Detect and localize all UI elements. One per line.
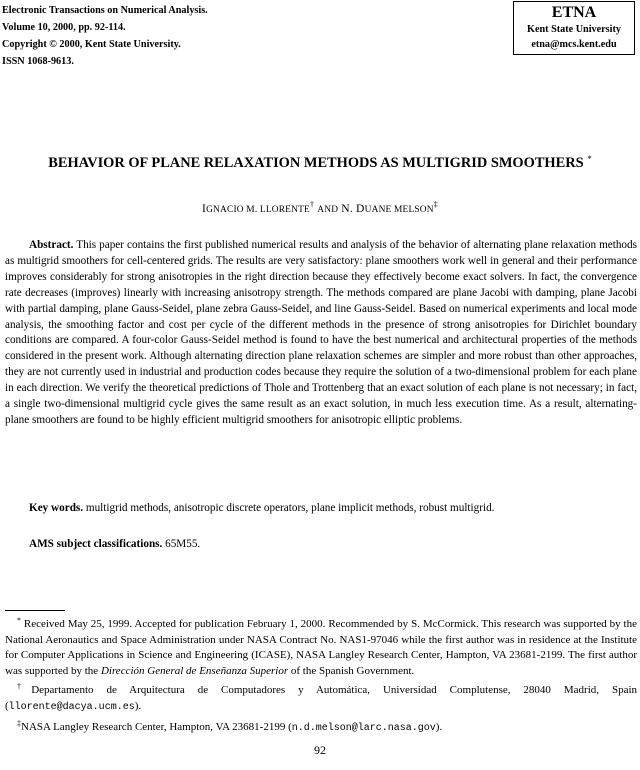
authors-and: AND — [317, 205, 339, 215]
journal-header — [2, 2, 208, 70]
title-footnote-mark: * — [587, 154, 592, 164]
footnote-dagger-email[interactable]: llorente@dacya.ucm.es — [8, 701, 135, 713]
footnote-star-text: Received May 25, 1999. Accepted for publication February 1, 2000. Recommended by S. McCormick. This research was supported by the National Aeronautics and Space Administration under NASA Contract No. NAS1-97046 while the first author was in residence at the Institute for Computer Applications in Science and Engineering (ICASE), NASA Langley Research Center, Hampton, VA 23681-2199. The first author was supported by the — [5, 618, 637, 677]
ams-label: AMS subject classifications. — [29, 538, 163, 550]
footnote-ddagger — [5, 716, 637, 737]
journal-name: Electronic Transactions on Numerical Analysis. — [2, 5, 208, 16]
etna-box — [513, 1, 635, 55]
journal-issn: ISSN 1068-9613. — [2, 56, 74, 67]
footnote-ddagger-close: ). — [435, 720, 443, 733]
etna-email: etna@mcs.kent.edu — [531, 39, 617, 50]
footnote-received — [5, 613, 637, 679]
paper-authors — [30, 200, 610, 215]
author1-mark: † — [309, 200, 315, 209]
footnote-star-italic: Dirección General de Enseñanza Superior — [100, 664, 289, 677]
author1-initial: I — [202, 202, 207, 215]
author2-initial: N. D — [341, 202, 365, 215]
keywords-text: multigrid methods, anisotropic discrete operators, plane implicit methods, robust multigrid. — [85, 502, 495, 514]
keywords — [29, 500, 637, 516]
footnote-ddagger-text: NASA Langley Research Center, Hampton, VA 23681-2199 ( — [21, 720, 292, 733]
journal-volume: Volume 10, 2000, pp. 92-114. — [2, 22, 126, 33]
paper-title-text: BEHAVIOR OF PLANE RELAXATION METHODS AS MULTIGRID SMOOTHERS — [48, 155, 584, 171]
footnote-dagger-mark: † — [17, 682, 32, 692]
journal-copyright: Copyright © 2000, Kent State University. — [2, 39, 181, 50]
etna-title: ETNA — [551, 4, 597, 21]
footnote-dagger — [5, 679, 637, 715]
abstract — [5, 238, 637, 429]
ams-classifications — [29, 536, 637, 552]
abstract-label: Abstract. — [29, 239, 74, 251]
author1-name: GNACIO M. LLORENTE — [206, 205, 310, 215]
abstract-text: This paper contains the first published numerical results and analysis of the behavior of alternating plane relaxation methods as multigrid smoothers for cell-centered grids. The results are very satisfactory: plane smoothers work well in general and their performance improves considerably for strong anisotropies in the right direction because they effectively become exact solvers. In fact, the convergence rate decreases (improves) linearly with increasing anisotropy strength. The methods compared are plane Jacobi with damping, plane Jacobi with partial damping, plane Gauss-Seidel, plane zebra Gauss-Seidel, and line Gauss-Seidel. Based on numerical experiments and local mode analysis, the smoothing factor and cost per cycle of the different methods in the presence of strong anisotropies for Dirichlet boundary conditions are compared. A four-color Gauss-Seidel method is found to have the best numerical and architectural properties of the methods considered in the present work. Although alternating direction plane relaxation schemes are simpler and more robust than other approaches, they are not currently used in industrial and production codes because they require the solution of a two-dimensional problem for each plane in each direction. We verify the theoretical predictions of Thole and Trottenberg that an exact solution of each plane is not necessary; in fact, a single two-dimensional multigrid cycle gives the same result as an exact solution, in much less execution time. As a result, alternating-plane smoothers are found to be highly efficient multigrid smoothers for anisotropic elliptic problems. — [5, 239, 637, 426]
footnote-ddagger-mark: ‡ — [17, 718, 21, 728]
footnotes — [5, 613, 637, 736]
author2-mark: ‡ — [433, 200, 438, 209]
footnote-star-mark: * — [17, 616, 21, 625]
footnote-dagger-close: ). — [134, 699, 142, 712]
ams-text: 65M55. — [165, 538, 201, 550]
author2-name: UANE MELSON — [364, 205, 434, 215]
footnote-star-end: of the Spanish Government. — [290, 664, 415, 677]
footnote-ddagger-email[interactable]: n.d.melson@larc.nasa.gov — [291, 722, 436, 734]
footnote-rule — [5, 610, 65, 611]
footnote-dagger-text: Departamento de Arquitectura de Computadores y Automática, Universidad Complutense, 28040 Madrid, Spain ( — [5, 684, 638, 712]
keywords-label: Key words. — [29, 502, 84, 514]
etna-institution: Kent State University — [527, 24, 621, 35]
paper-title — [30, 149, 610, 173]
page-number: 92 — [314, 743, 326, 757]
